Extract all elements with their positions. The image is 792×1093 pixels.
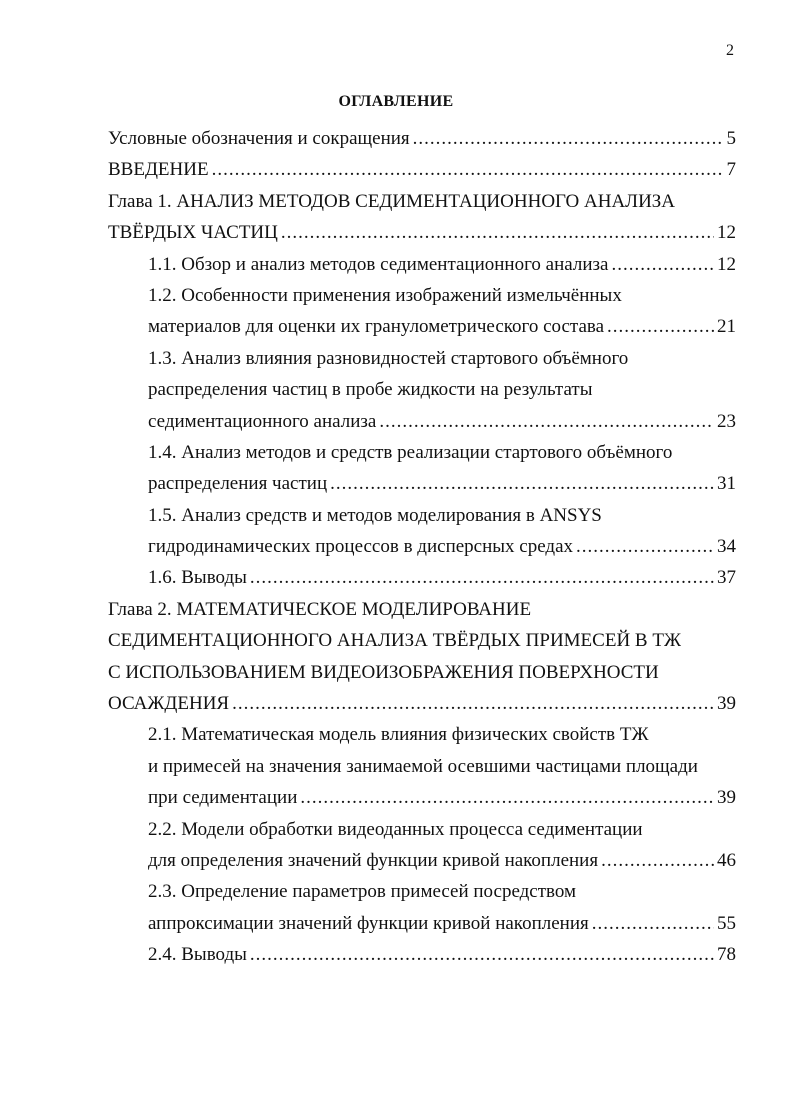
toc-entry-line bbox=[0, 625, 792, 656]
toc-entry-text: 2.4. Выводы bbox=[148, 944, 247, 966]
toc-entry[interactable] bbox=[0, 719, 792, 813]
table-of-contents bbox=[0, 123, 792, 971]
toc-entry-line bbox=[0, 531, 792, 562]
dot-leader bbox=[232, 688, 714, 719]
toc-entry[interactable] bbox=[0, 186, 792, 249]
toc-entry-line bbox=[0, 343, 792, 374]
toc-page-number: 12 bbox=[717, 222, 736, 244]
toc-entry-line bbox=[0, 500, 792, 531]
dot-leader bbox=[250, 562, 714, 593]
toc-entry-text: Условные обозначения и сокращения bbox=[108, 128, 410, 149]
toc-entry[interactable] bbox=[0, 814, 792, 877]
toc-entry-text: ОСАЖДЕНИЯ bbox=[108, 693, 230, 715]
toc-entry-text: 2.2. Модели обработки видеоданных процесса седиментации bbox=[148, 818, 643, 840]
toc-entry-line bbox=[0, 908, 792, 939]
toc-page-number: 39 bbox=[717, 693, 736, 715]
toc-entry-line bbox=[0, 688, 792, 719]
toc-page-number: 12 bbox=[717, 253, 736, 275]
toc-page-number: 34 bbox=[717, 536, 736, 558]
toc-entry-line bbox=[0, 311, 792, 342]
toc-entry[interactable] bbox=[0, 939, 792, 970]
toc-entry-line bbox=[0, 217, 792, 248]
toc-entry-line bbox=[0, 594, 792, 625]
toc-page-number: 31 bbox=[717, 473, 736, 495]
dot-leader bbox=[611, 249, 714, 280]
toc-entry[interactable] bbox=[0, 500, 792, 563]
toc-entry-line bbox=[0, 657, 792, 688]
toc-entry-text: ВВЕДЕНИЕ bbox=[108, 159, 209, 181]
dot-leader bbox=[250, 939, 714, 970]
toc-entry-line bbox=[0, 406, 792, 437]
toc-page-number: 21 bbox=[717, 316, 736, 338]
dot-leader bbox=[379, 406, 714, 437]
toc-entry-text: 1.1. Обзор и анализ методов седиментационного анализа bbox=[148, 253, 609, 275]
toc-entry-text: аппроксимации значений функции кривой накопления bbox=[148, 912, 589, 934]
toc-entry-line bbox=[0, 280, 792, 311]
toc-entry-line bbox=[0, 186, 792, 217]
toc-page-number: 23 bbox=[717, 410, 736, 432]
dot-leader bbox=[300, 782, 714, 813]
toc-entry-line bbox=[0, 123, 792, 154]
dot-leader bbox=[212, 154, 724, 185]
toc-entry[interactable] bbox=[0, 280, 792, 343]
toc-entry-line bbox=[0, 719, 792, 750]
toc-entry-line bbox=[0, 437, 792, 468]
toc-page-number: 37 bbox=[717, 567, 736, 589]
toc-entry-text: распределения частиц bbox=[148, 473, 328, 495]
toc-entry[interactable] bbox=[0, 876, 792, 939]
toc-entry-line bbox=[0, 249, 792, 280]
page-number: 2 bbox=[726, 42, 734, 59]
dot-leader bbox=[413, 123, 724, 154]
dot-leader bbox=[592, 908, 714, 939]
toc-entry-text: гидродинамических процессов в дисперсных средах bbox=[148, 536, 574, 558]
toc-entry-line bbox=[0, 468, 792, 499]
dot-leader bbox=[576, 531, 714, 562]
toc-entry-text: С ИСПОЛЬЗОВАНИЕМ ВИДЕОИЗОБРАЖЕНИЯ ПОВЕРХНОСТИ bbox=[108, 661, 659, 683]
toc-page-number: 46 bbox=[717, 849, 736, 871]
toc-entry-text: распределения частиц в пробе жидкости на результаты bbox=[148, 379, 593, 401]
toc-entry-text: 1.6. Выводы bbox=[148, 567, 247, 589]
toc-entry[interactable] bbox=[0, 154, 792, 185]
toc-entry-text: 1.4. Анализ методов и средств реализации стартового объёмного bbox=[148, 441, 673, 463]
toc-entry-text: материалов для оценки их гранулометрического состава bbox=[148, 316, 605, 338]
toc-entry[interactable] bbox=[0, 594, 792, 720]
toc-entry-text: при седиментации bbox=[148, 787, 298, 809]
toc-entry-text: для определения значений функции кривой накопления bbox=[148, 849, 599, 871]
toc-entry[interactable] bbox=[0, 437, 792, 500]
toc-entry-line bbox=[0, 562, 792, 593]
toc-entry-text: Глава 2. МАТЕМАТИЧЕСКОЕ МОДЕЛИРОВАНИЕ bbox=[108, 598, 532, 620]
toc-page-number: 39 bbox=[717, 787, 736, 809]
dot-leader bbox=[601, 845, 714, 876]
toc-entry-line bbox=[0, 154, 792, 185]
toc-entry-line bbox=[0, 939, 792, 970]
toc-entry-line bbox=[0, 814, 792, 845]
dot-leader bbox=[330, 468, 714, 499]
toc-entry-text: 1.2. Особенности применения изображений измельчённых bbox=[148, 284, 622, 306]
toc-entry-text: и примесей на значения занимаемой осевшими частицами площади bbox=[148, 755, 698, 777]
toc-entry[interactable] bbox=[0, 123, 792, 154]
dot-leader bbox=[281, 217, 714, 248]
toc-entry-text: СЕДИМЕНТАЦИОННОГО АНАЛИЗА ТВЁРДЫХ ПРИМЕСЕЙ В ТЖ bbox=[108, 630, 681, 652]
toc-entry-text: 2.1. Математическая модель влияния физических свойств ТЖ bbox=[148, 724, 649, 746]
toc-title: ОГЛАВЛЕНИЕ bbox=[338, 93, 454, 110]
toc-entry-line bbox=[0, 845, 792, 876]
toc-page-number: 5 bbox=[726, 128, 736, 149]
toc-entry[interactable] bbox=[0, 343, 792, 437]
toc-entry-line bbox=[0, 782, 792, 813]
toc-page-number: 7 bbox=[726, 159, 736, 181]
toc-entry-line bbox=[0, 751, 792, 782]
dot-leader bbox=[607, 311, 714, 342]
toc-entry[interactable] bbox=[0, 562, 792, 593]
toc-entry-line bbox=[0, 374, 792, 405]
toc-entry-line bbox=[0, 876, 792, 907]
toc-entry-text: 1.3. Анализ влияния разновидностей стартового объёмного bbox=[148, 347, 629, 369]
toc-entry-text: седиментационного анализа bbox=[148, 410, 377, 432]
toc-entry-text: ТВЁРДЫХ ЧАСТИЦ bbox=[108, 222, 278, 244]
toc-entry-text: Глава 1. АНАЛИЗ МЕТОДОВ СЕДИМЕНТАЦИОННОГО АНАЛИЗА bbox=[108, 190, 676, 212]
toc-entry-text: 2.3. Определение параметров примесей посредством bbox=[148, 881, 577, 903]
toc-entry[interactable] bbox=[0, 249, 792, 280]
toc-entry-text: 1.5. Анализ средств и методов моделирования в ANSYS bbox=[148, 504, 602, 526]
toc-page-number: 55 bbox=[717, 912, 736, 934]
toc-page-number: 78 bbox=[717, 944, 736, 966]
